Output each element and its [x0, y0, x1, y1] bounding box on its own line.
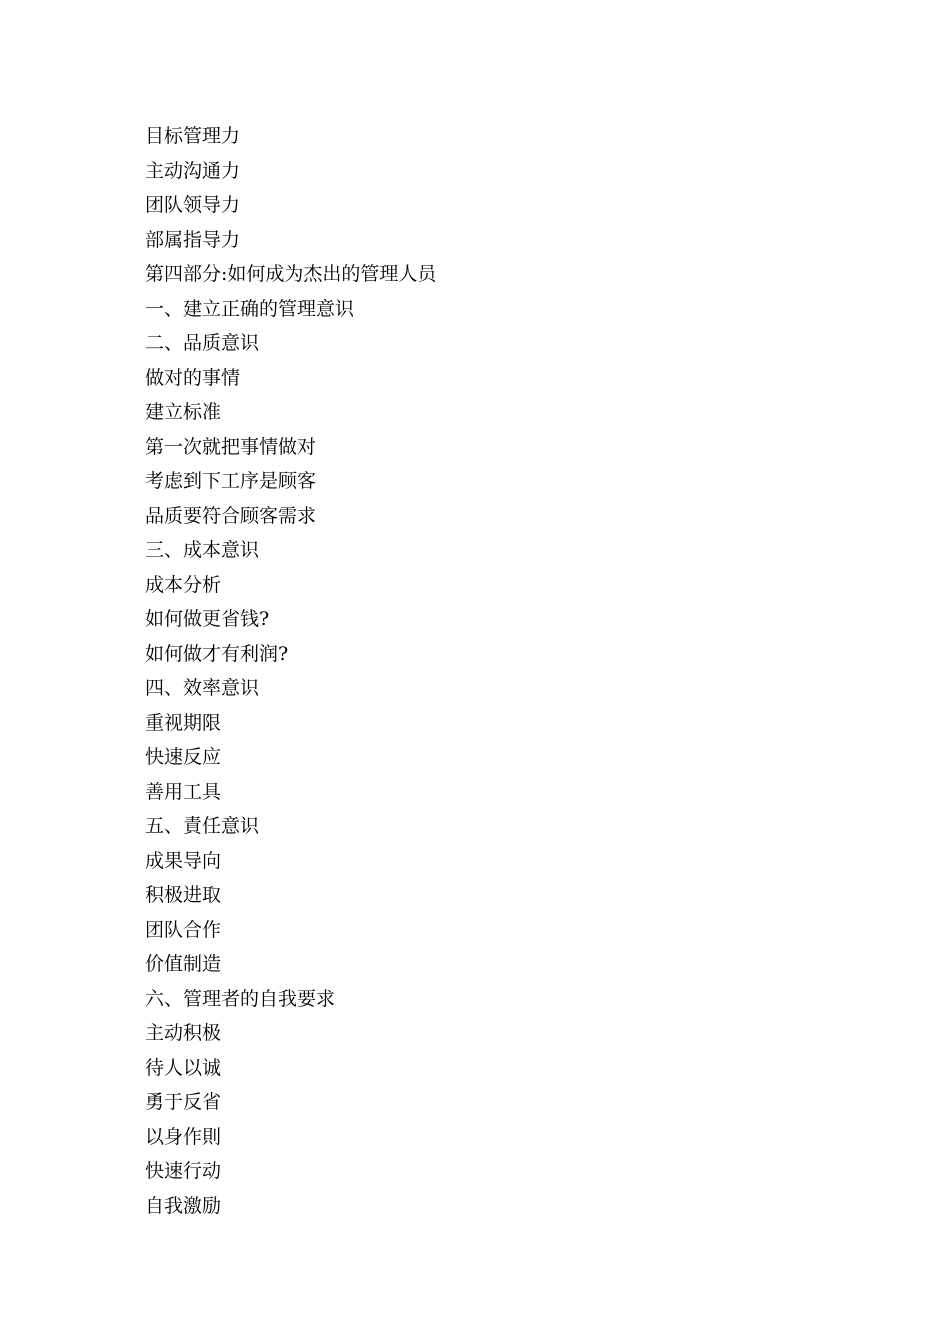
subsection-heading: 三、成本意识: [145, 539, 260, 561]
text-line: 成果导向: [145, 849, 222, 872]
text-line: 目标管理力: [145, 125, 241, 147]
text-line: 团队合作: [145, 918, 222, 941]
text-line: 建立标准: [145, 401, 222, 423]
subsection-heading: 一、建立正确的管理意识: [145, 297, 355, 320]
text-line: 待人以诚: [145, 1056, 222, 1079]
text-line: 第一次就把事情做对: [145, 435, 317, 458]
text-line: 如何做才有利润?: [145, 642, 289, 665]
text-line: 以身作則: [145, 1125, 222, 1148]
text-line: 自我激励: [145, 1194, 222, 1217]
text-line: 部属指导力: [145, 228, 241, 251]
text-line: 重视期限: [145, 711, 222, 734]
text-line: 善用工具: [145, 780, 222, 803]
text-line: 积极进取: [145, 884, 222, 906]
text-line: 成本分析: [145, 573, 222, 596]
text-line: 团队领导力: [145, 194, 241, 216]
text-line: 考虑到下工序是顾客: [145, 470, 317, 492]
document-body: [145, 119, 845, 1223]
text-line: 如何做更省钱?: [145, 608, 270, 630]
text-line: 快速行动: [145, 1160, 222, 1182]
text-line: 勇于反省: [145, 1091, 222, 1113]
text-line: 主动积极: [145, 1022, 222, 1044]
text-line: 品质要符合顾客需求: [145, 504, 317, 527]
section-heading: 第四部分:如何成为杰出的管理人员: [145, 263, 437, 285]
text-line: 快速反应: [145, 746, 222, 768]
text-line: 做对的事情: [145, 366, 241, 389]
subsection-heading: 六、管理者的自我要求: [145, 987, 336, 1010]
text-line: 价值制造: [145, 953, 222, 975]
subsection-heading: 四、效率意识: [145, 677, 260, 699]
text-line: 主动沟通力: [145, 159, 241, 182]
subsection-heading: 二、品质意识: [145, 332, 260, 354]
subsection-heading: 五、責任意识: [145, 815, 260, 837]
